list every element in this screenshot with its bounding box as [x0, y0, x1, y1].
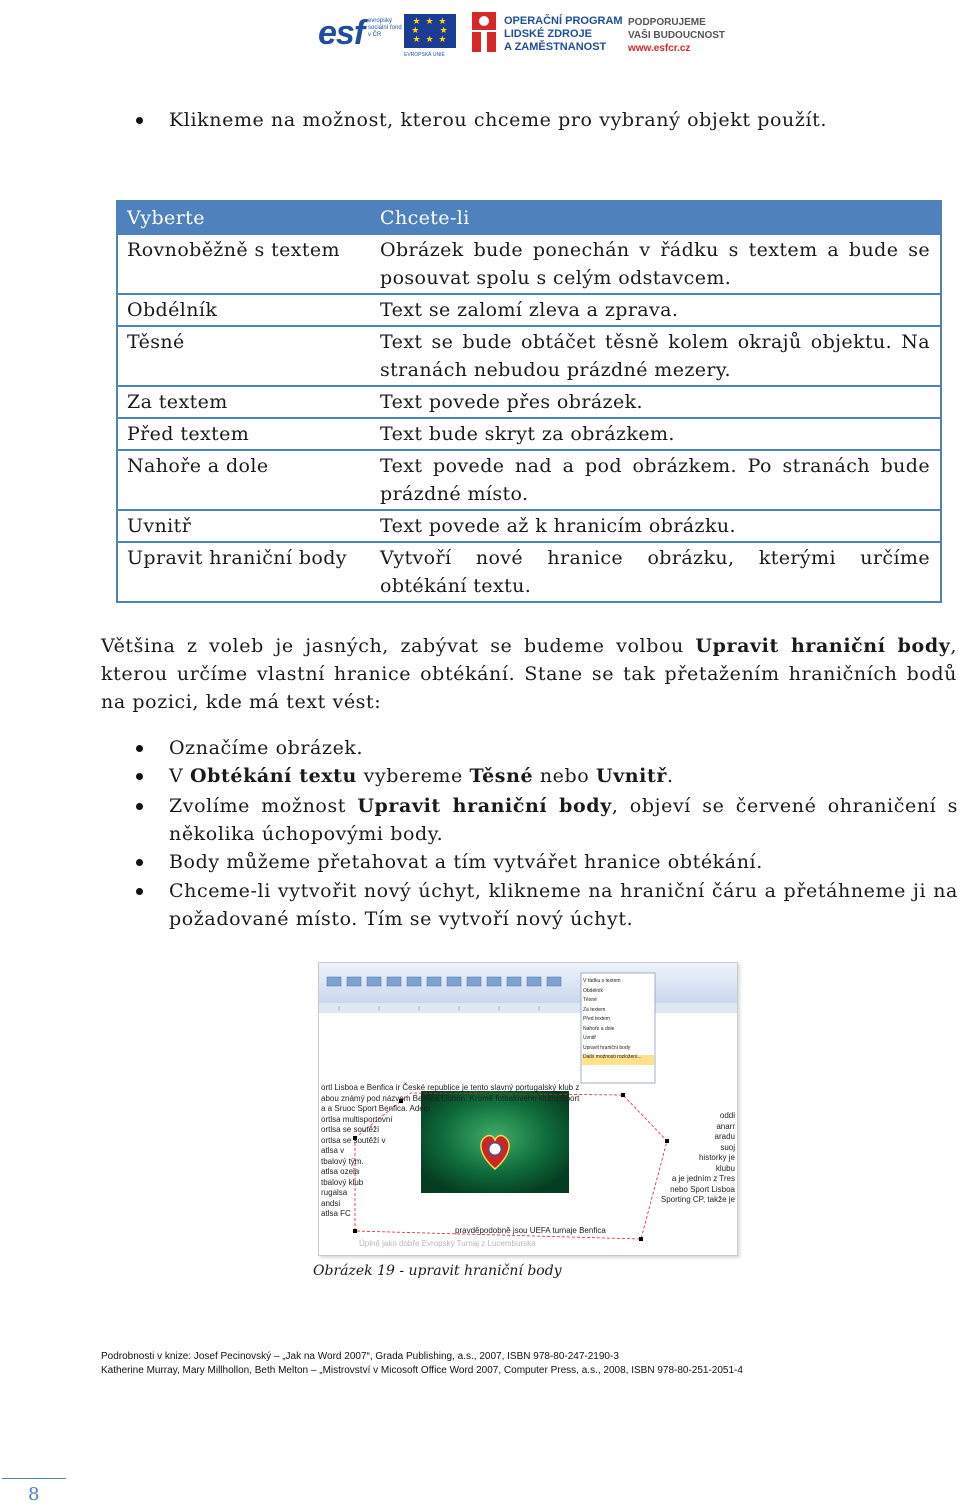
table-row	[117, 542, 941, 602]
menu-item: Před textem	[583, 1016, 610, 1022]
bullet-icon	[136, 888, 143, 895]
menu-item: V řádku s textem	[583, 978, 621, 984]
page-number: 8	[28, 1484, 40, 1505]
menu-item: Další možnosti rozložení...	[583, 1054, 642, 1060]
menu-item: Nahoře a dole	[583, 1025, 615, 1032]
table-header-choose: Vyberte	[117, 201, 371, 234]
table-cell-option: Nahoře a dole	[117, 450, 371, 510]
table-cell-description: Text povede až k hranicím obrázku.	[371, 510, 941, 542]
table-cell-description: Text povede přes obrázek.	[371, 386, 941, 418]
table-cell-description: Text se bude obtáčet těsně kolem okrajů objektu. Na stranách nebudou prázdné mezery.	[371, 326, 941, 386]
header-logos	[318, 10, 728, 60]
bullet-icon	[136, 859, 143, 866]
body-paragraph: Většina z voleb je jasných, zabývat se budeme volbou Upravit hraniční body, kterou určíme vlastní hranice obtékání. Stane se tak přetažením hraničních bodů na pozici, kde má text vést:	[101, 635, 957, 713]
bullet-icon	[136, 745, 143, 752]
esf-logo-subtitle: evropský sociální fond v ČR	[368, 18, 402, 38]
table-cell-description: Obrázek bude ponechán v řádku s textem a bude se posouvat spolu s celým odstavcem.	[371, 234, 941, 294]
table-cell-option: Upravit hraniční body	[117, 542, 371, 602]
table-cell-option: Rovnoběžně s textem	[117, 234, 371, 294]
table-row	[117, 386, 941, 418]
table-header-row	[117, 201, 941, 234]
oplz-logo-text: OPERAČNÍ PROGRAM LIDSKÉ ZDROJE A ZAMĚSTNANOST	[504, 15, 623, 53]
table-header-want: Chcete-li	[371, 201, 941, 234]
menu-item: Těsné	[583, 997, 597, 1003]
menu-item: Uvnitř	[583, 1035, 597, 1041]
page-number-rule	[2, 1478, 66, 1479]
eu-flag-logo: ★ ★ ★ ★ ★ ★ ★ ★ EVROPSKÁ UNIE	[404, 14, 456, 48]
table-cell-option: Obdélník	[117, 294, 371, 326]
table-cell-description: Text povede nad a pod obrázkem. Po stranách bude prázdné místo.	[371, 450, 941, 510]
bold-term: Upravit hraniční body	[695, 635, 951, 657]
screenshot-text-bottom: pravděpodobně jsou UEFA turnaje Benfica	[455, 1226, 606, 1235]
table-row	[117, 234, 941, 294]
table-row	[117, 326, 941, 386]
esf-logo: esf evropský sociální fond v ČR	[318, 10, 398, 56]
table-cell-description: Vytvoří nové hranice obrázku, kterými určíme obtékání textu.	[371, 542, 941, 602]
menu-item: Za textem	[583, 1006, 606, 1013]
table-row	[117, 510, 941, 542]
table-row	[117, 450, 941, 510]
figure-caption: Obrázek 19 - upravit hraniční body	[313, 1263, 562, 1279]
menu-item: Upravit hraniční body	[583, 1044, 631, 1051]
reference-line: Podrobnosti v knize: Josef Pecinovský – „Jak na Word 2007“, Grada Publishing, a.s., 2007, ISBN 978-80-247-2190-3	[101, 1351, 619, 1362]
reference-line: Katherine Murray, Mary Millhollon, Beth Melton – „Mistrovství v Micosoft Office Word 2007, Computer Press, a.s., 2008, ISBN 978-80-251-2051-4	[101, 1365, 743, 1376]
bullet-icon	[136, 117, 143, 124]
oplz-logo-icon	[470, 12, 498, 52]
table-cell-description: Text se zalomí zleva a zprava.	[371, 294, 941, 326]
wrap-text-menu	[583, 977, 655, 1063]
menu-item: Obdélník	[583, 987, 604, 994]
table-cell-option: Za textem	[117, 386, 371, 418]
table-cell-description: Text bude skryt za obrázkem.	[371, 418, 941, 450]
screenshot-text-left: ortl Lisboa e Benfica ir České republice je tento slavný portugalský klub z abou známý pod názvem Benfica Lisbon. Kromě fotbalového klubu Sport a a Sruoc Sport Benfica. Adeip ortlsa multisportovní ortlsa se soutěží ortlsa se soutěží v atlsa v tbalový tým. atlsa ozeia tbalový klub rugalsa andsi atlsa FC	[321, 1083, 580, 1218]
table-cell-option: Před textem	[117, 418, 371, 450]
references	[101, 1350, 743, 1378]
word-screenshot	[318, 962, 738, 1256]
wrap-options-table	[116, 200, 942, 603]
slogan-logo: PODPORUJEME VAŠI BUDOUCNOST www.esfcr.cz	[628, 17, 726, 54]
table-cell-option: Uvnitř	[117, 510, 371, 542]
bullet-icon	[136, 803, 143, 810]
table-cell-option: Těsné	[117, 326, 371, 386]
bullet-icon	[136, 773, 143, 780]
screenshot-text-right: oddi anarr aradu suoj historky je klubu a je jedním z Tres nebo Sport Lisboa Sporting CP, takže je	[660, 1111, 735, 1204]
table-row	[117, 418, 941, 450]
table-row	[117, 294, 941, 326]
screenshot-text-faded: Úplně jako dobře Evropský Turnaj z Lucemburska	[359, 1239, 536, 1248]
